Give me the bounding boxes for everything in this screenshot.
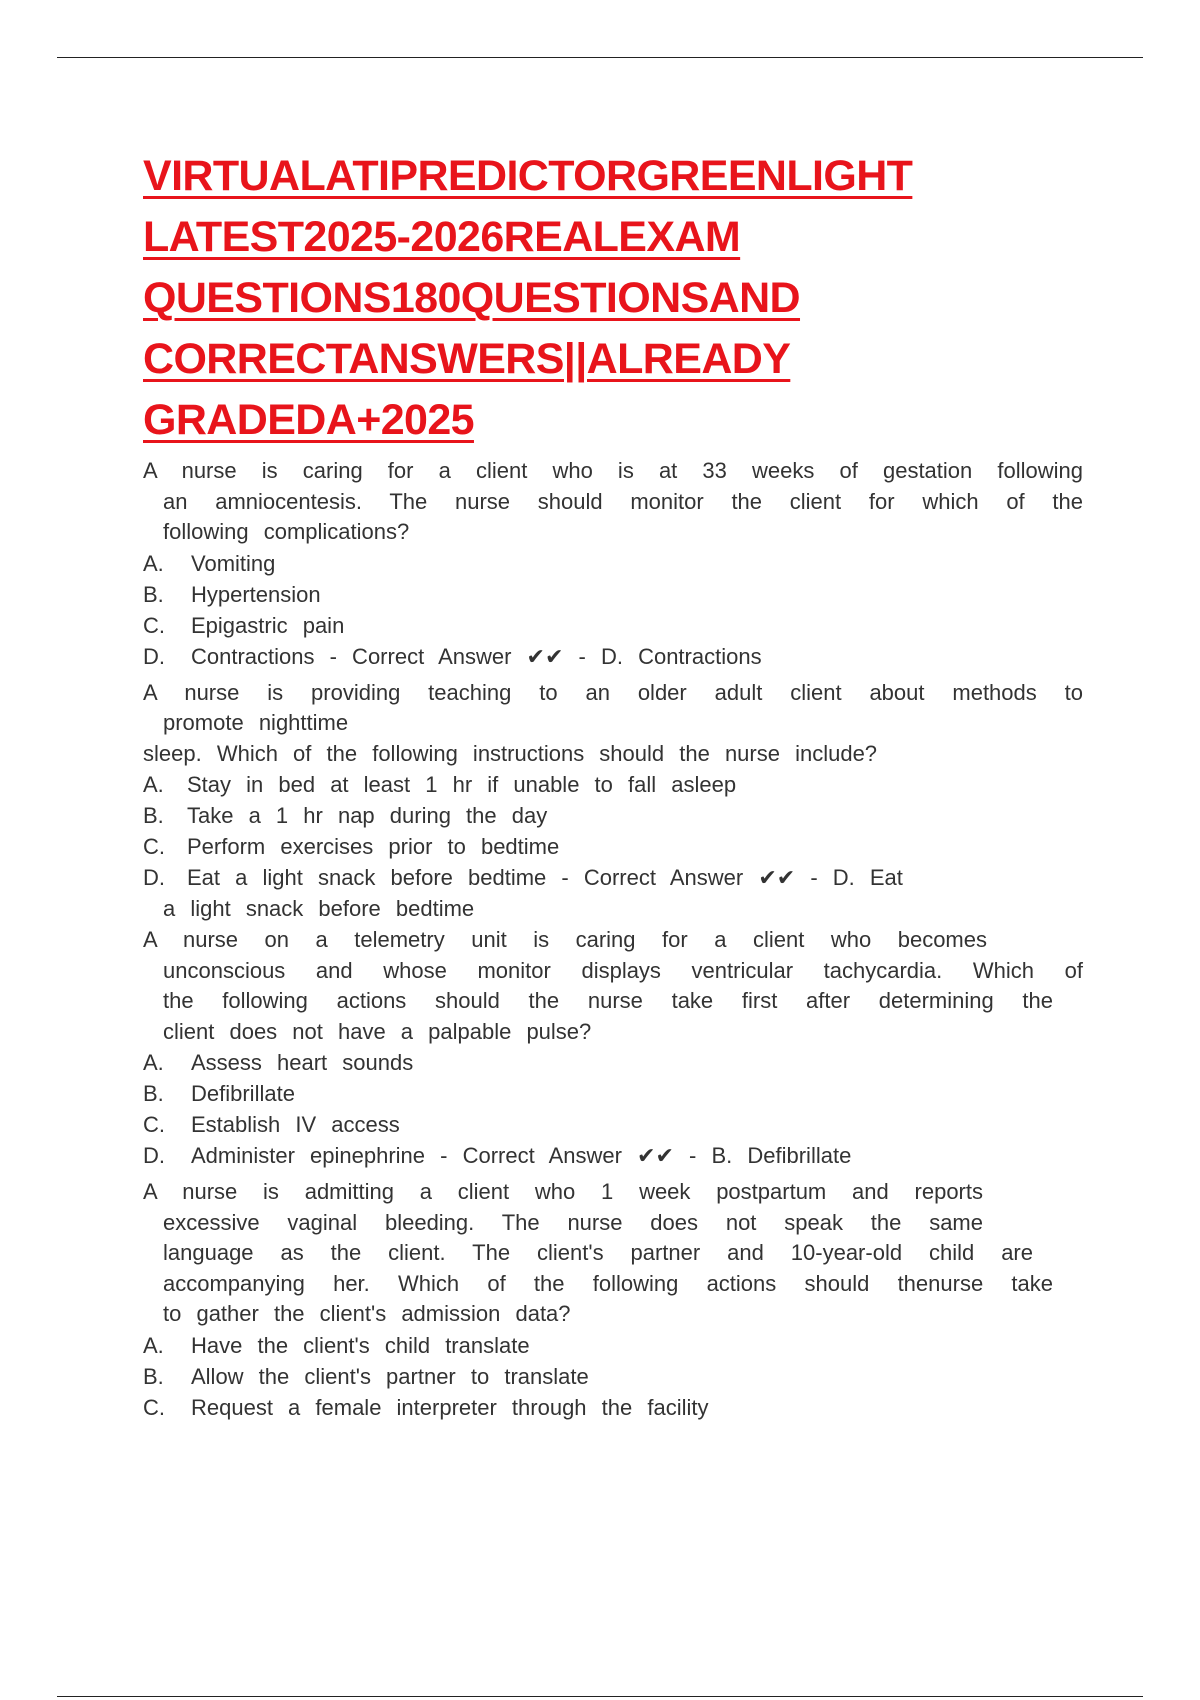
stem-line: client does not have a palpable pulse? [163, 1018, 592, 1044]
question-2 [143, 678, 1083, 926]
question-stem [143, 678, 1083, 770]
title-line: LATEST2025-2026REALEXAM [143, 213, 741, 261]
stem-line: excessive vaginal bleeding. The nurse does not speak the same [163, 1209, 983, 1235]
stem-line: A nurse is providing teaching to an older adult client about methods to [143, 679, 1083, 705]
option-a: A. Vomiting [143, 550, 276, 576]
stem-line: accompanying her. Which of the following actions should thenurse take [163, 1270, 1053, 1296]
stem-line: the following actions should the nurse take first after determining the [163, 988, 1053, 1013]
title-line: CORRECTANSWERS||ALREADY [143, 335, 791, 383]
option-d: D. Administer epinephrine - Correct Answer ✔✔ - B. Defibrillate [143, 1143, 852, 1168]
title-line: GRADEDA+2025 [143, 396, 474, 444]
option-d-correct-answer: D. Contractions - Correct Answer ✔✔ - D. Contractions [143, 643, 762, 669]
title-line: VIRTUALATIPREDICTORGREENLIGHT [143, 152, 913, 200]
stem-line: sleep. Which of the following instructions should the nurse include? [143, 740, 878, 766]
question-stem [143, 456, 1083, 548]
stem-line: to gather the client's admission data? [163, 1301, 571, 1326]
stem-line: following complications? [163, 519, 410, 544]
bottom-rule [57, 1696, 1143, 1697]
stem-line: language as the client. The client's partner and 10-year-old child are [163, 1240, 1033, 1265]
top-rule [57, 57, 1143, 58]
question-stem [143, 1177, 1083, 1330]
document-title [143, 146, 1103, 451]
option-b: B. Defibrillate [143, 1081, 295, 1106]
option-a: A. Assess heart sounds [143, 1050, 414, 1075]
option-d-correct-answer: D. Eat a light snack before bedtime - Correct Answer ✔✔ - D. Eat a light snack before bedtime [143, 862, 1083, 925]
option-a: A. Stay in bed at least 1 hr if unable to fall asleep [143, 772, 737, 797]
question-3 [143, 925, 1083, 1171]
option-a: A. Have the client's child translate [143, 1332, 530, 1358]
option-c: C. Request a female interpreter through the facility [143, 1394, 709, 1420]
stem-line: promote nighttime [163, 710, 349, 735]
option-b: B. Allow the client's partner to translate [143, 1363, 589, 1389]
question-1 [143, 456, 1083, 672]
stem-line: A nurse on a telemetry unit is caring for a client who becomes [143, 927, 987, 952]
question-stem [143, 925, 1083, 1047]
option-b: B. Hypertension [143, 581, 321, 607]
option-c: C. Perform exercises prior to bedtime [143, 834, 560, 859]
option-c: C. Establish IV access [143, 1112, 400, 1137]
option-continuation: a light snack before bedtime [163, 896, 475, 921]
option-b: B. Take a 1 hr nap during the day [143, 803, 548, 828]
stem-line: A nurse is admitting a client who 1 week postpartum and reports [143, 1179, 983, 1204]
question-4 [143, 1177, 1083, 1423]
stem-line: unconscious and whose monitor displays ventricular tachycardia. Which of [163, 957, 1083, 983]
question-list [143, 456, 1083, 1423]
stem-line: A nurse is caring for a client who is at 33 weeks of gestation following [143, 458, 1083, 483]
option-c: C. Epigastric pain [143, 612, 345, 638]
stem-line: an amniocentesis. The nurse should monitor the client for which of the [163, 488, 1083, 514]
title-line: QUESTIONS180QUESTIONSAND [143, 274, 801, 322]
